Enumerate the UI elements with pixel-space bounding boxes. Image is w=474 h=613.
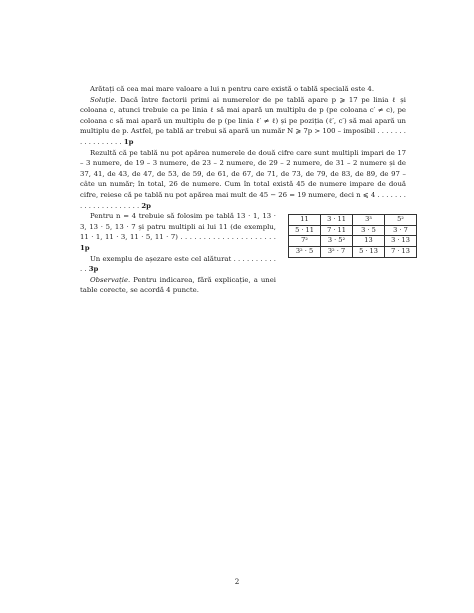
- problem-statement: Arătați că cea mai mare valoare a lui n pentru care există o tablă specială este 4.: [90, 85, 375, 93]
- solution-paragraph-3: [80, 211, 276, 253]
- solution-heading: Soluție.: [90, 95, 117, 104]
- example-table: [288, 214, 417, 257]
- document-body: [80, 84, 410, 296]
- observation-paragraph: [80, 275, 276, 296]
- solution-text-3: Pentru n = 4 trebuie să folosim pe tablă 13 · 1, 13 · 3, 13 · 5, 13 · 7 și patru multipli ai lui 11 (de exemplu, 11 · 1, 11 · 3, 11 · 5, 11 · 7): [80, 212, 276, 242]
- table-cell: 3 · 7: [385, 225, 417, 236]
- table-cell: 7 · 11: [321, 225, 353, 236]
- table-cell: 3 · 5: [353, 225, 385, 236]
- solution-text-1: Dacă între factorii primi ai numerelor de pe tablă apare p ⩾ 17 pe linia ℓ și coloana c, atunci trebuie ca pe linia ℓ să mai apară un multiplu de p (pe coloana c′ ≠ c), pe coloana c să mai apară un multiplu de p (pe linia ℓ′ ≠ ℓ) și pe poziția (ℓ′, c′) să mai apară un multiplu de p. Astfel, pe tablă ar trebui să apară un număr N ⩾ 7p > 100 – imposibil: [80, 95, 406, 136]
- observation-text: Pentru indicarea, fără explicație, a unei table corecte, se acordă 4 puncte.: [80, 275, 276, 295]
- table-cell: 5 · 13: [353, 246, 385, 257]
- table-cell: 5²: [385, 215, 417, 226]
- points-1: 1p: [123, 137, 134, 146]
- table-cell: 3 · 5²: [321, 236, 353, 247]
- table-cell: 11: [289, 215, 321, 226]
- points-2: 2p: [141, 201, 151, 210]
- solution-text-4: Un exemplu de așezare este cel alăturat: [90, 254, 232, 263]
- page-number: 2: [234, 577, 240, 586]
- points-4: 3p: [88, 265, 99, 274]
- table-cell: 7²: [289, 236, 321, 247]
- table-row: [289, 225, 417, 236]
- dot-leader: . . . . . . . . . . . .: [80, 254, 276, 274]
- table-cell: 3² · 7: [321, 246, 353, 257]
- solution-paragraph-2: [80, 148, 406, 212]
- table-cell: 13: [353, 236, 385, 247]
- table-row: [289, 215, 417, 226]
- dot-leader: . . . . . . . . . . . . . . . . .: [80, 127, 406, 146]
- observation-heading: Observație.: [90, 275, 131, 284]
- solution-text-2: Rezultă că pe tablă nu pot apărea numerele de două cifre care sunt multipli impari de 17 – 3 numere, de 19 – 3 numere, de 23 – 2 numere, de 29 – 2 numere, de 31 – 2 numere și de 37, 41, de 43, de 47, de 53, de 59, de 61, de 67, de 71, de 73, de 79, de 83, de 89, de 97 – câte un număr; în total, 26 de numere. Cum în total există 45 de numere impare de două cifre, reiese că pe tablă nu pot apărea mai mult de 45 − 26 = 19 numere, deci n ⩽ 4: [80, 148, 406, 199]
- table-cell: 5 · 11: [289, 225, 321, 236]
- table-cell: 3³: [353, 215, 385, 226]
- table-cell: 3 · 13: [385, 236, 417, 247]
- solution-paragraph-4: [80, 254, 276, 275]
- dot-leader: . . . . . . . . . . . . . . . . . . . . .: [180, 233, 276, 242]
- table-cell: 3² · 5: [289, 246, 321, 257]
- table-row: [289, 236, 417, 247]
- table-cell: 7 · 13: [385, 246, 417, 257]
- table-row: [289, 246, 417, 257]
- table-cell: 3 · 11: [321, 215, 353, 226]
- points-3: 1p: [80, 243, 90, 252]
- dot-leader: . . . . . . . . . . . . . . . . . . . . .: [80, 190, 406, 210]
- example-section: [80, 211, 410, 296]
- solution-paragraph-1: [80, 95, 406, 148]
- example-text: [80, 211, 276, 296]
